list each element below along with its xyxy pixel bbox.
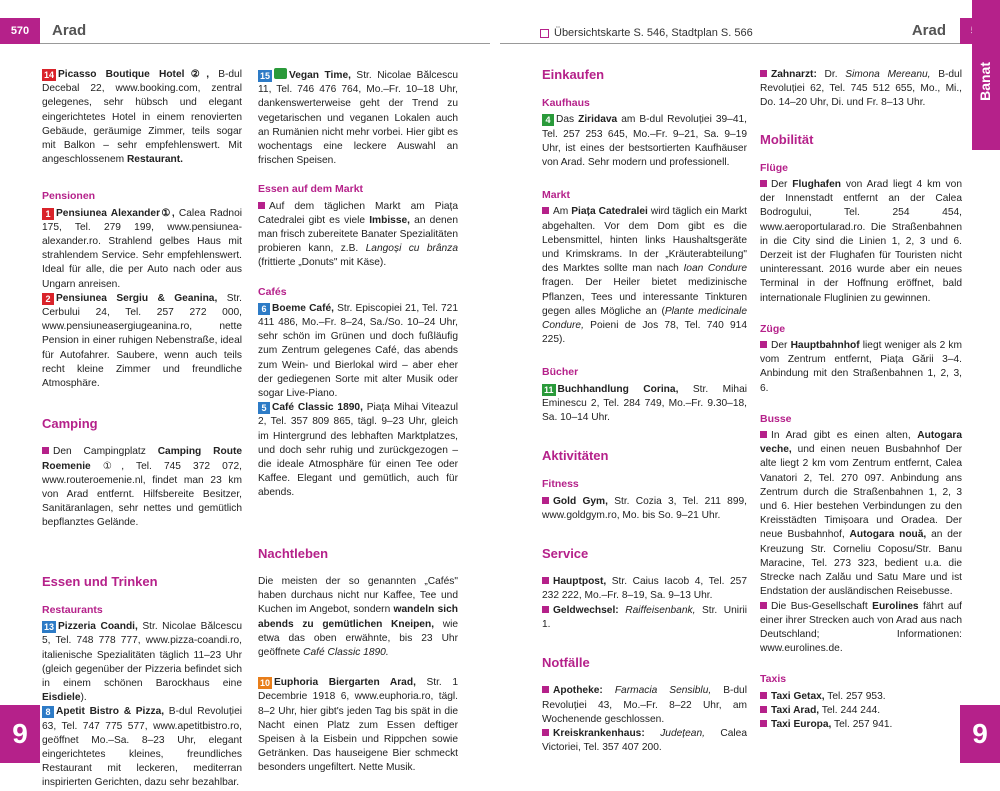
heading-zuege: Züge [760, 322, 786, 335]
bullet-icon [42, 447, 49, 454]
heading-einkaufen: Einkaufen [542, 67, 605, 82]
map-marker-icon: 11 [544, 384, 554, 395]
column-4 [760, 68, 962, 732]
map-marker-icon: 8 [42, 706, 54, 718]
bullet-icon [760, 341, 767, 348]
bullet-icon [542, 729, 549, 736]
entry-cafes-kneipen: Die meisten der so genannten „Cafés" haben durchaus nicht nur Kaffee, Tee und Kuchen im Angebot, sondern wandeln sich abends zu gemütlichen Kneipen, wie etwa das oben erwähnte, bis 23 Uhr geöffnete Café Classic 1890. [258, 575, 458, 658]
entry-markt-imbisse: Auf dem täglichen Markt am Piața Catedralei gibt es viele Imbisse, an denen man frisch zubereitete Banater Spezialitäten probieren kann, z.B. Langoși cu brânza (frittierte „Donuts" mit Käse). [258, 200, 458, 269]
entry-pensiunea-sergiu: 2 Pensiunea Sergiu & Geanina, Str. Cerbului 24, Tel. 257 272 000, www.pensiuneasergiugeanina.ro, nette Pension in einer ruhigen Nebenstraße, ideal für Autofahrer. Saubere, wenn auch teils recht kleine Zimmer und freundliche Atmosphäre. [42, 292, 242, 390]
column-1 [42, 68, 242, 791]
entry-busbahnhof: In Arad gibt es einen alten, Autogara veche, und einen neuen Busbahnhof Der alte liegt 2 km vom Zentrum entfernt, Calea Vanatori 2, Tel. 270 097. Anbindung ans Zentrum durch die Straßenbahnen 1, 2, 3 und 6. Hier bestehen Verbindungen zu den Kreisstädten Timișoara und Oradea. Der neue Busbahnhof, Autogara nouă, an der Kreuzung Str. Corneliu Coposu/Str. Banu Maracine, Tel. 273 323, bedient u.a. die Strecke nach Zalău und Satu Mare und ist Endstation der ausländischen Reisebusse. [760, 430, 962, 598]
heading-cafes: Cafés [258, 285, 287, 298]
bullet-icon [760, 706, 767, 713]
entry-camping: Den Campingplatz Camping Route Roemenie ①, Tel. 745 372 072, www.routeroemenie.nl, findet man 23 km von Arad entfernt. Hilfsbereite Besitzer, Sanitäranlagen, sehr nettes und gemütlich bepflanztes Gelände. [42, 446, 243, 529]
bullet-icon [258, 202, 265, 209]
entry-boeme-cafe: 6 Boeme Café, Str. Episcopiei 21, Tel. 721 411 486, Mo.–Fr. 8–24, Sa./So. 10–24 Uhr, sehr schön im Grünen und doch fußläufig zum Zentrum gelegenes Café, das abends zum Wein- und Bierlokal wird – aber eher der gediegenen Sorte mit alter Musik oder sogar Live-Piano. [258, 302, 458, 400]
entry-hauptpost: Hauptpost, Str. Caius Iacob 4, Tel. 257 232 222, Mo.–Fr. 8–19, Sa. 9–13 Uhr. [542, 576, 747, 602]
running-title-left: Arad [52, 22, 87, 39]
map-marker-icon: 15 [260, 71, 271, 81]
entry-ziridava: 4 Das Ziridava am B-dul Revoluției 39–41, Tel. 257 253 645, Mo.–Fr. 9–21, Sa. 9–19 Uhr, ist eines der bestsortierten Kaufhäuser von Arad. Sehr modern und professionell. [542, 114, 748, 169]
map-reference-icon [540, 29, 549, 38]
entry-cafe-classic: 5 Café Classic 1890, Piața Mihai Viteazul 2, Tel. 357 809 865, tägl. 9–23 Uhr, gleich im Hintergrund des lebhaften Marktplatzes, und doch sehr ruhig und zurückgezogen – die ideale Atmosphäre für einen Tee oder Kaffee. Elegant und gemütlich, auch für abends. [258, 402, 458, 499]
bullet-icon [542, 686, 549, 693]
left-page [0, 0, 500, 789]
map-marker-icon: 2 [42, 293, 54, 305]
heading-notfaelle: Notfälle [542, 655, 590, 671]
entry-piata-catedralei: Am Piața Catedralei wird täglich ein Markt abgehalten. Vor dem Dom gibt es die Lebensmittel, hinten links Haushaltsgeräte und Krimskrams. In der „Kräuterabteilung" des Marktes sollte man nach Ioan Condure fragen. Der Heiler bietet medizinische Pflanzen, Tees und interessante Tinkturen gegen alles Mögliche an (Plante medicinale Condure, Poieni de Jos 78, Tel. 740 914 225). [542, 206, 747, 346]
entry-pizzeria-coandi: 13 Pizzeria Coandi, Str. Nicolae Bălcescu 5, Tel. 748 778 777, www.pizza-coandi.ro, italienische Spezialitäten täglich 11–23 Uhr (gleich gegenüber der Pizzeria befindet sich in einem schönen Barockhaus eine Eisdiele). [42, 621, 243, 704]
map-marker-icon: 13 [44, 622, 55, 633]
entry-hauptbahnhof: Der Hauptbahnhof liegt weniger als 2 km vom Zentrum entfernt, Piața Gării 3–4. Anbindung mit den Straßenbahnen 1, 2, 3, 6. [760, 340, 962, 394]
entry-taxi-getax: Taxi Getax, Tel. 257 953. [760, 690, 962, 704]
entry-apetit-bistro: 8 Apetit Bistro & Pizza, B-dul Revoluției 63, Tel. 747 775 577, www.apetitbistro.ro, geöffnet Mo.–Sa. 8–23 Uhr, elegant eingerichtetes kleines, freundliches Restaurant mit leckeren, mediterran inspirierten Gerichten, dazu sehr bezahlbar. [42, 706, 242, 789]
heading-buecher: Bücher [542, 366, 579, 379]
heading-essen-trinken: Essen und Trinken [42, 573, 158, 589]
right-page [500, 0, 1000, 783]
entry-euphoria: 10 Euphoria Biergarten Arad, Str. 1 Decembrie 1918 6, www.euphoria.ro, tägl. 8–2 Uhr, hier gibt's jeden Tag bis spät in die Nacht einen Platz zum Essen deftiger Speisen à la Eisbein und Rippchen sowie Getränken. Das hauseigene Bier schmeckt besonders ungefiltert. Nette Musik. [258, 677, 458, 774]
running-title-right: Arad [911, 22, 946, 39]
map-marker-icon: 10 [260, 678, 271, 689]
entry-flughafen: Der Flughafen von Arad liegt 4 km von der Innenstadt entfernt an der Calea Bodrogului, Tel. 254 454, www.aeroportularad.ro. Die Straßenbahnen in die City sind die Linien 1, 2, 3 und 6. Derzeit ist der Flughafen für Touristen nicht uninteressant. 2016 wurde aber ein neues Terminal in der Hoffnung eröffnet, bald internationale Fluglinien zu gewinnen. [760, 179, 962, 304]
heading-fitness: Fitness [542, 478, 579, 491]
map-marker-icon: 4 [542, 114, 554, 126]
heading-busse: Busse [760, 412, 792, 425]
bullet-icon [542, 497, 549, 504]
heading-aktivitaeten: Aktivitäten [542, 448, 609, 464]
heading-mobilitaet: Mobilität [760, 131, 814, 147]
entry-taxi-europa: Taxi Europa, Tel. 257 941. [760, 718, 962, 732]
heading-markt: Markt [542, 189, 571, 202]
bullet-icon [760, 180, 767, 187]
heading-pensionen: Pensionen [42, 190, 96, 203]
entry-buchhandlung-corina: 11 Buchhandlung Corina, Str. Mihai Eminescu 2, Tel. 284 749, Mo.–Fr. 9.30–18, Sa. 10–14 Uhr. [542, 383, 747, 424]
region-tab-label: Banat [977, 62, 993, 101]
entry-apotheke: Apotheke: Farmacia Sensiblu, B-dul Revoluției 43, Mo.–Fr. 8–22 Uhr, am Wochenende geschlossen. [542, 685, 747, 725]
bullet-icon [760, 692, 767, 699]
map-marker-icon: 5 [258, 402, 270, 414]
entry-gold-gym: Gold Gym, Str. Cozia 3, Tel. 211 899, www.goldgym.ro, Mo. bis So. 9–21 Uhr. [542, 495, 748, 521]
entry-taxi-arad: Taxi Arad, Tel. 244 244. [760, 704, 962, 718]
map-marker-icon: 14 [44, 70, 55, 80]
entry-picasso-hotel: 14 Picasso Boutique Hotel②, B-dul Decebal 22, www.booking.com, zentral gelegenes, sehr hübsch und elegant eingerichtetes Hotel in einem renovierten Gebäude, geräumige Zimmer, teils sogar mit Balkon – sehr empfehlenswert. Mit angeschlossenem Restaurant. [42, 69, 242, 166]
heading-service: Service [542, 546, 589, 562]
heading-fluege: Flüge [760, 161, 788, 174]
bullet-icon [542, 207, 549, 214]
entry-kreiskrankenhaus: Kreiskrankenhaus: Județean, Calea Victoriei, Tel. 357 407 200. [542, 727, 747, 754]
heading-restaurants: Restaurants [42, 603, 103, 616]
bullet-icon [760, 602, 767, 609]
entry-zahnarzt: Zahnarzt: Dr. Simona Mereanu, B-dul Revoluției 62, Tel. 745 512 655, Mo., Mi., Do. 14–20 Uhr, Di. und Fr. 8–13 Uhr. [760, 69, 962, 109]
column-2 [258, 68, 458, 776]
chapter-tab-right: 9 [960, 705, 1000, 763]
bullet-icon [760, 720, 767, 727]
heading-taxis: Taxis [760, 673, 787, 686]
entry-vegan-time: 15 Vegan Time, Str. Nicolae Bălcescu 11, Tel. 746 476 764, Mo.–Fr. 10–18 Uhr, dankenswerterweise geht der Trend zu vegetarischen und veganen Lokalen auch an Rumänien nicht mehr vorbei. Hier gibt es wochentags eine leckere Auswahl an frischen Speisen. [258, 70, 458, 167]
bullet-icon [542, 577, 549, 584]
map-marker-icon: 6 [258, 303, 270, 315]
heading-markt-essen: Essen auf dem Markt [258, 183, 364, 196]
region-tab [972, 0, 1000, 150]
map-marker-icon: 1 [42, 208, 54, 220]
page-number-left: 570 [0, 18, 40, 44]
vegan-leaf-icon [274, 68, 287, 79]
entry-pensiunea-alexander: 1 Pensiunea Alexander①, Calea Radnoi 175, Tel. 279 199, www.pensiuneaalexander.ro. Strahlend gelbes Haus mit strahlendem Service. Sehr empfehlenswert. Ideal für alle, die per Auto nach oder aus Ungarn anreisen. [42, 207, 242, 290]
bullet-icon [760, 431, 767, 438]
column-3 [542, 68, 747, 755]
heading-camping: Camping [42, 416, 98, 432]
bullet-icon [760, 70, 767, 77]
chapter-tab-left: 9 [0, 705, 40, 763]
heading-kaufhaus: Kaufhaus [542, 97, 590, 110]
entry-eurolines: Die Bus-Gesellschaft Eurolines fährt auf einer ihrer Strecken auch von Arad aus nach Deutschland; Informationen: www.eurolines.de. [760, 600, 962, 655]
bullet-icon [542, 606, 549, 613]
entry-geldwechsel: Geldwechsel: Raiffeisenbank, Str. Unirii 1. [542, 604, 747, 630]
heading-nachtleben: Nachtleben [258, 545, 329, 561]
cross-reference: Übersichtskarte S. 546, Stadtplan S. 566 [540, 27, 753, 39]
